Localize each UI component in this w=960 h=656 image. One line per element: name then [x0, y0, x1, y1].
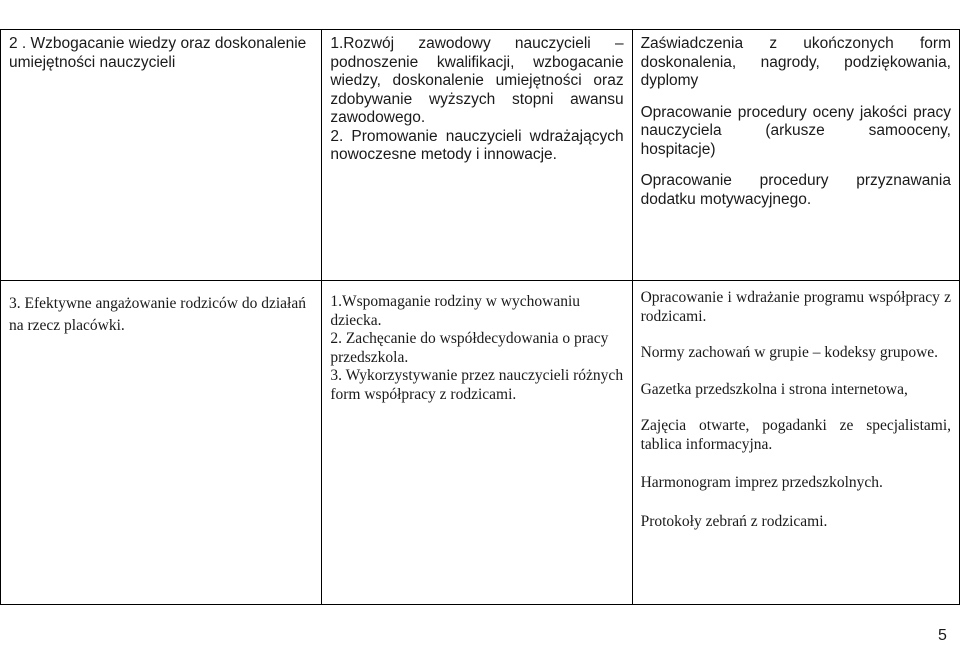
plan-table [0, 29, 960, 605]
task-item: 3. Wykorzystywanie przez nauczycieli różnych form współpracy z rodzicami. [330, 367, 624, 403]
evidence-item: Normy zachowań w grupie – kodeksy grupowe. [640, 344, 939, 361]
goal-cell [1, 281, 322, 605]
task-item: 2. Promowanie nauczycieli wdrażających nowoczesne metody i innowacje. [330, 127, 624, 163]
goal-text: 2 . Wzbogacanie wiedzy oraz doskonalenie umiejętności nauczycieli [9, 35, 307, 71]
evidence-cell [632, 30, 959, 281]
evidence-item: Protokoły zebrań z rodzicami. [640, 512, 828, 530]
evidence-cell [632, 281, 959, 605]
table-row [1, 281, 960, 605]
evidence-item: Opracowanie procedury przyznawania dodatku motywacyjnego. [640, 172, 951, 208]
evidence-item: Harmonogram imprez przedszkolnych. [640, 474, 883, 491]
evidence-item: Zaświadczenia z ukończonych form doskonalenia, nagrody, podziękowania, dyplomy [640, 35, 951, 89]
goal-text: 3. Efektywne angażowanie rodziców do działań na rzecz placówki. [9, 295, 306, 334]
task-item: 1.Wspomaganie rodziny w wychowaniu dziecka. [330, 293, 581, 329]
evidence-item: Gazetka przedszkolna i strona internetowa, [640, 380, 908, 398]
tasks-cell [322, 281, 632, 605]
evidence-item: Opracowanie i wdrażanie programu współpracy z rodzicami. [640, 289, 951, 325]
table-row [1, 30, 960, 281]
goal-cell [1, 30, 322, 281]
tasks-cell [322, 30, 632, 281]
task-item: 1.Rozwój zawodowy nauczycieli – podnoszenie kwalifikacji, wzbogacanie wiedzy, doskonalenie umiejętności oraz zdobywanie wyższych stopni awansu zawodowego. [330, 35, 624, 126]
task-item: 2. Zachęcanie do współdecydowania o pracy przedszkola. [330, 330, 609, 366]
page-number: 5 [938, 627, 947, 644]
evidence-item: Opracowanie procedury oceny jakości pracy nauczyciela (arkusze samooceny, hospitacje) [640, 103, 951, 158]
evidence-item: Zajęcia otwarte, pogadanki ze specjalistami, tablica informacyjna. [640, 417, 951, 453]
